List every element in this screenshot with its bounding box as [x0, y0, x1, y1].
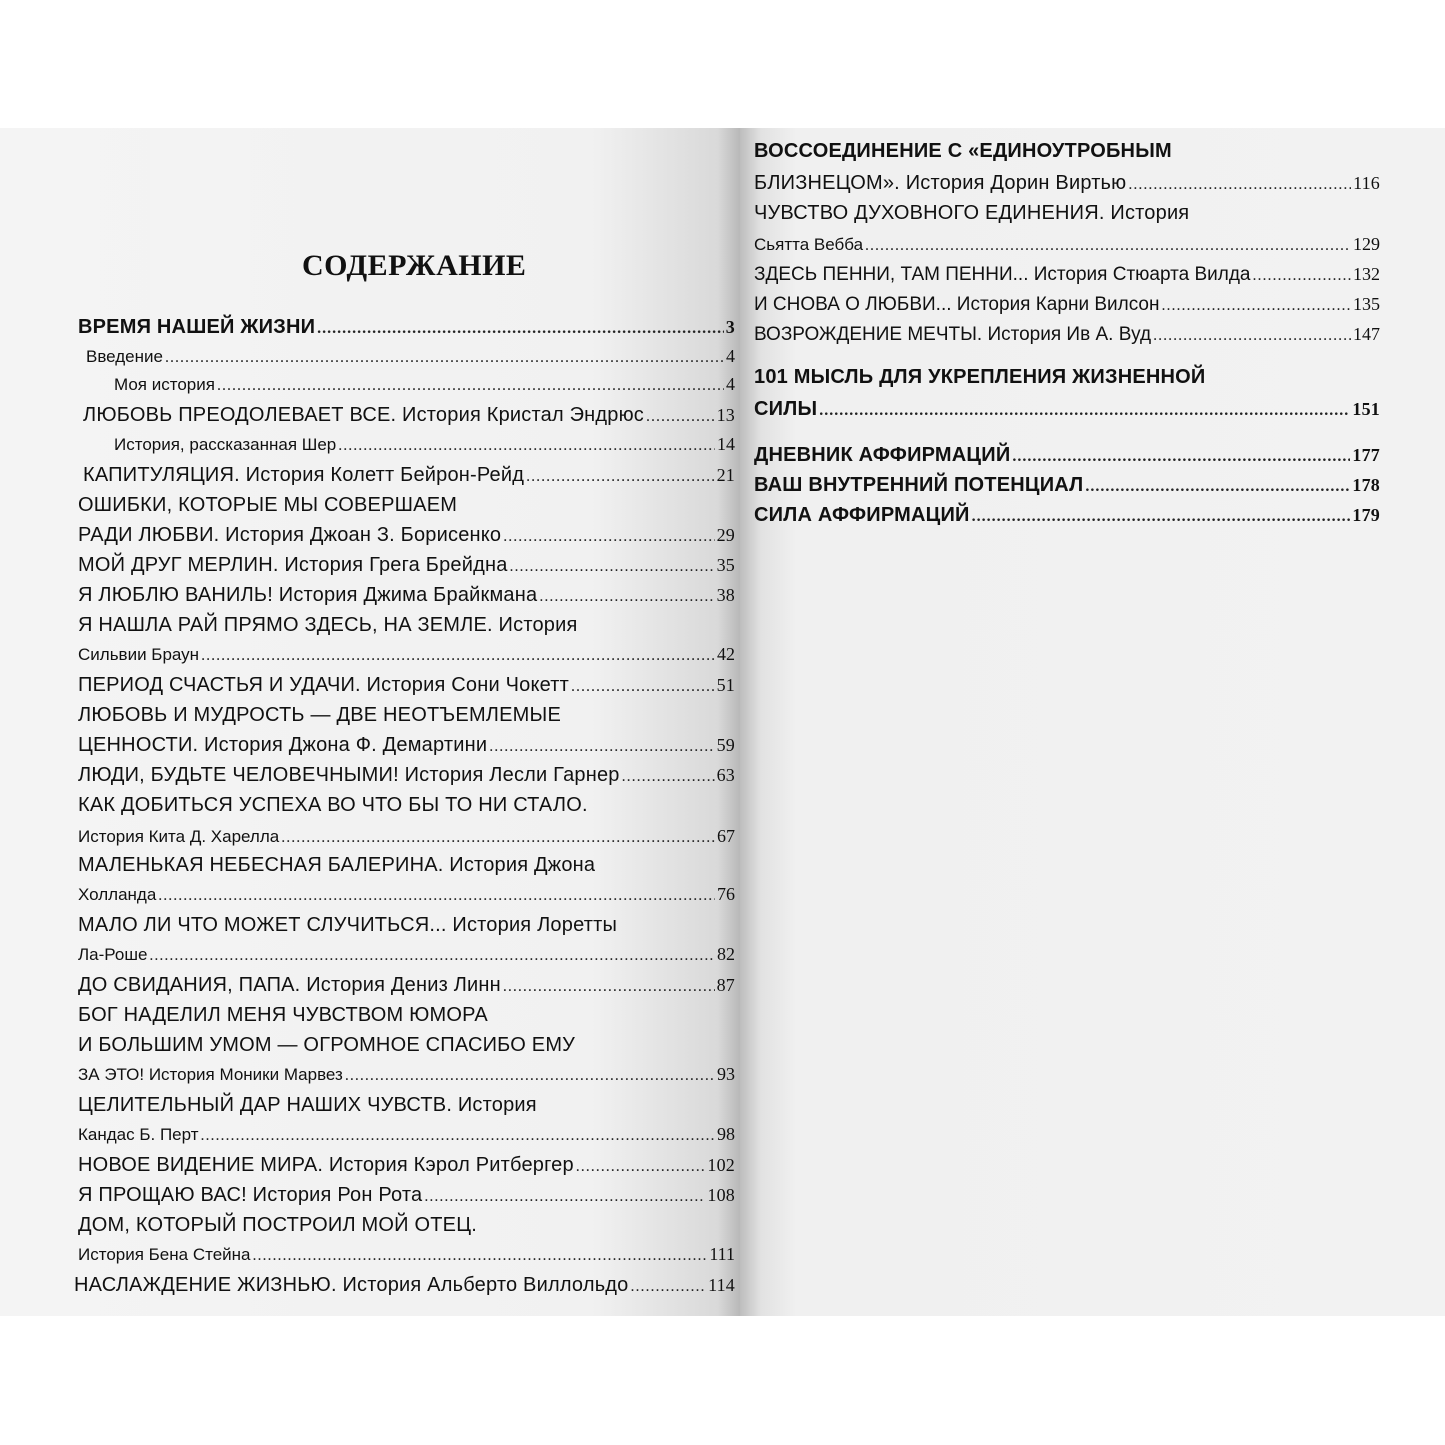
toc-page-number: 116	[1353, 173, 1380, 193]
toc-page-number: 129	[1353, 234, 1380, 254]
toc-entry-title: И СНОВА О ЛЮБВИ... История Карни Вилсон	[754, 294, 1160, 315]
toc-entry	[86, 346, 735, 367]
leader-dots	[526, 468, 714, 486]
toc-entry-title: МОЙ ДРУГ МЕРЛИН. История Грега Брейдна	[78, 554, 508, 576]
toc-page-number: 179	[1352, 505, 1380, 525]
leader-dots	[1161, 297, 1351, 315]
toc-entry-line: ЛЮБОВЬ И МУДРОСТЬ — ДВЕ НЕОТЪЕМЛЕМЫЕ	[78, 704, 561, 726]
toc-entry-line: ВОССОЕДИНЕНИЕ С «ЕДИНОУТРОБНЫМ	[754, 140, 1172, 162]
leader-dots	[345, 1067, 715, 1085]
leader-dots	[201, 1127, 716, 1145]
toc-entry	[78, 1124, 735, 1145]
toc-entry	[78, 884, 735, 905]
toc-page-number: 93	[717, 1064, 735, 1084]
toc-entry-line: И БОЛЬШИМ УМОМ — ОГРОМНОЕ СПАСИБО ЕМУ	[78, 1034, 576, 1056]
toc-entry-title: Сильвии Браун	[78, 645, 200, 664]
toc-entry	[754, 474, 1380, 497]
leader-dots	[576, 1158, 706, 1176]
toc-entry-line: КАК ДОБИТЬСЯ УСПЕХА ВО ЧТО БЫ ТО НИ СТАЛО.	[78, 794, 588, 816]
left-page	[0, 128, 740, 1316]
toc-page-number: 132	[1353, 264, 1380, 284]
toc-entry-title: ЦЕННОСТИ. История Джона Ф. Демартини	[78, 734, 488, 756]
right-page	[740, 128, 1445, 1316]
toc-entry-title: Кандас Б. Перт	[78, 1125, 199, 1144]
toc-page-number: 114	[708, 1275, 735, 1295]
toc-page-number: 98	[717, 1124, 735, 1144]
toc-entry	[74, 1274, 735, 1297]
toc-page-number: 67	[717, 826, 735, 846]
toc-entry	[754, 398, 1380, 421]
toc-entry	[78, 584, 735, 607]
toc-entry-title: ДО СВИДАНИЯ, ПАПА. История Дениз Линн	[78, 974, 501, 996]
toc-page-number: 147	[1353, 324, 1380, 344]
toc-entry-title: ЗА ЭТО! История Моники Марвез	[78, 1065, 343, 1084]
toc-entry	[114, 374, 735, 395]
leader-dots	[622, 768, 715, 786]
leader-dots	[317, 320, 724, 338]
toc-page-number: 51	[716, 675, 735, 695]
toc-entry-line: МАЛО ЛИ ЧТО МОЖЕТ СЛУЧИТЬСЯ... История Лоретты	[78, 914, 618, 936]
toc-entry-title: ВОЗРОЖДЕНИЕ МЕЧТЫ. История Ив А. Вуд	[754, 324, 1152, 345]
toc-entry	[78, 644, 735, 665]
toc-entry	[754, 444, 1380, 467]
toc-entry	[78, 764, 735, 787]
toc-entry-title: Я ПРОЩАЮ ВАС! История Рон Рота	[78, 1184, 423, 1206]
toc-entry	[78, 826, 735, 847]
toc-entry-title: ЗДЕСЬ ПЕННИ, ТАМ ПЕННИ... История Стюарта Вилда	[754, 264, 1251, 285]
toc-entry-title: Холланда	[78, 885, 157, 904]
toc-entry	[78, 1064, 735, 1085]
toc-entry	[754, 294, 1380, 316]
toc-entry-title: НАСЛАЖДЕНИЕ ЖИЗНЬЮ. История Альберто Виллольдо	[74, 1274, 629, 1296]
toc-entry	[83, 404, 735, 427]
toc-page-number: 21	[716, 465, 735, 485]
leader-dots	[865, 237, 1351, 255]
toc-entry-line: 101 МЫСЛЬ ДЛЯ УКРЕПЛЕНИЯ ЖИЗНЕННОЙ	[754, 366, 1206, 388]
toc-page-number: 42	[717, 644, 735, 664]
toc-entry-title: КАПИТУЛЯЦИЯ. История Колетт Бейрон-Рейд	[83, 464, 525, 486]
toc-page-number: 4	[726, 346, 735, 366]
toc-entry	[754, 324, 1380, 346]
leader-dots	[819, 402, 1350, 420]
toc-page-number: 87	[716, 975, 735, 995]
leader-dots	[503, 978, 715, 996]
toc-entry	[754, 234, 1380, 255]
leader-dots	[503, 528, 714, 546]
leader-dots	[338, 437, 715, 455]
toc-entry	[754, 172, 1380, 195]
leader-dots	[149, 947, 715, 965]
leader-dots	[1252, 267, 1351, 285]
toc-entry-title: Сьятта Вебба	[754, 235, 864, 254]
toc-entry-title: БЛИЗНЕЦОМ». История Дорин Виртью	[754, 172, 1127, 194]
toc-entry-title: История Бена Стейна	[78, 1245, 251, 1264]
toc-entry-title: РАДИ ЛЮБВИ. История Джоан З. Борисенко	[78, 524, 502, 546]
toc-entry	[78, 674, 735, 697]
toc-entry-title: История, рассказанная Шер	[114, 435, 337, 454]
toc-entry-title: Ла-Роше	[78, 945, 148, 964]
toc-entry-title: Моя история	[114, 375, 215, 394]
toc-page-number: 38	[716, 585, 735, 605]
leader-dots	[631, 1278, 707, 1296]
leader-dots	[217, 377, 724, 395]
toc-entry	[78, 316, 735, 339]
leader-dots	[571, 678, 715, 696]
leader-dots	[253, 1247, 708, 1265]
toc-page-number: 82	[717, 944, 735, 964]
leader-dots	[424, 1188, 705, 1206]
toc-entry-line: БОГ НАДЕЛИЛ МЕНЯ ЧУВСТВОМ ЮМОРА	[78, 1004, 488, 1026]
toc-entry	[78, 1154, 735, 1177]
leader-dots	[510, 558, 715, 576]
toc-entry	[78, 974, 735, 997]
toc-page-number: 151	[1352, 399, 1380, 419]
toc-entry-title: ДНЕВНИК АФФИРМАЦИЙ	[754, 444, 1011, 466]
leader-dots	[1153, 327, 1351, 345]
toc-entry-line: ДОМ, КОТОРЫЙ ПОСТРОИЛ МОЙ ОТЕЦ.	[78, 1214, 477, 1236]
toc-page-number: 14	[717, 434, 735, 454]
toc-entry-line: ОШИБКИ, КОТОРЫЕ МЫ СОВЕРШАЕМ	[78, 494, 458, 516]
toc-entry	[83, 464, 735, 487]
toc-entry	[78, 944, 735, 965]
toc-entry-title: Я ЛЮБЛЮ ВАНИЛЬ! История Джима Брайкмана	[78, 584, 538, 606]
toc-entry-title: ЛЮБОВЬ ПРЕОДОЛЕВАЕТ ВСЕ. История Кристал Эндрюс	[83, 404, 644, 426]
leader-dots	[972, 508, 1351, 526]
leader-dots	[201, 647, 715, 665]
toc-entry	[78, 734, 735, 757]
toc-entry-line: ЧУВСТВО ДУХОВНОГО ЕДИНЕНИЯ. История	[754, 202, 1190, 224]
toc-entry	[78, 1184, 735, 1207]
leader-dots	[165, 349, 724, 367]
toc-page-number: 135	[1353, 294, 1380, 314]
toc-entry	[754, 264, 1380, 286]
leader-dots	[489, 738, 714, 756]
leader-dots	[281, 829, 715, 847]
toc-page-number: 108	[707, 1185, 735, 1205]
toc-entry	[78, 554, 735, 577]
toc-entry-title: Введение	[86, 347, 163, 366]
book-spread	[0, 128, 1445, 1316]
leader-dots	[539, 588, 714, 606]
toc-page-number: 178	[1352, 475, 1380, 495]
toc-entry-line: Я НАШЛА РАЙ ПРЯМО ЗДЕСЬ, НА ЗЕМЛЕ. История	[78, 614, 578, 636]
toc-entry-title: История Кита Д. Харелла	[78, 827, 280, 846]
leader-dots	[1128, 176, 1351, 194]
toc-page-number: 76	[717, 884, 735, 904]
toc-entry	[78, 524, 735, 547]
toc-page-number: 63	[716, 765, 735, 785]
page-title: СОДЕРЖАНИЕ	[302, 249, 527, 282]
toc-entry-line: МАЛЕНЬКАЯ НЕБЕСНАЯ БАЛЕРИНА. История Джона	[78, 854, 596, 876]
toc-entry-title: СИЛА АФФИРМАЦИЙ	[754, 504, 970, 526]
toc-entry-title: ЛЮДИ, БУДЬТЕ ЧЕЛОВЕЧНЫМИ! История Лесли Гарнер	[78, 764, 620, 786]
toc-page-number: 111	[709, 1244, 735, 1264]
toc-entry	[754, 504, 1380, 527]
toc-entry-line: ЦЕЛИТЕЛЬНЫЙ ДАР НАШИХ ЧУВСТВ. История	[78, 1094, 537, 1116]
toc-page-number: 29	[716, 525, 735, 545]
leader-dots	[1012, 448, 1350, 466]
leader-dots	[646, 408, 715, 426]
toc-page-number: 177	[1352, 445, 1380, 465]
toc-entry-title: ПЕРИОД СЧАСТЬЯ И УДАЧИ. История Сони Чокетт	[78, 674, 570, 696]
leader-dots	[1085, 478, 1350, 496]
toc-entry	[78, 1244, 735, 1265]
leader-dots	[158, 887, 715, 905]
toc-entry-title: НОВОЕ ВИДЕНИЕ МИРА. История Кэрол Ритбергер	[78, 1154, 574, 1176]
toc-page-number: 3	[725, 317, 735, 337]
toc-page-number: 35	[716, 555, 735, 575]
toc-page-number: 59	[716, 735, 735, 755]
toc-page-number: 13	[716, 405, 735, 425]
toc-page-number: 4	[726, 374, 735, 394]
toc-entry-title: ВРЕМЯ НАШЕЙ ЖИЗНИ	[78, 316, 316, 338]
toc-entry-title: ВАШ ВНУТРЕННИЙ ПОТЕНЦИАЛ	[754, 474, 1084, 496]
toc-entry-title: СИЛЫ	[754, 398, 818, 420]
toc-entry	[114, 434, 735, 455]
toc-page-number: 102	[707, 1155, 735, 1175]
